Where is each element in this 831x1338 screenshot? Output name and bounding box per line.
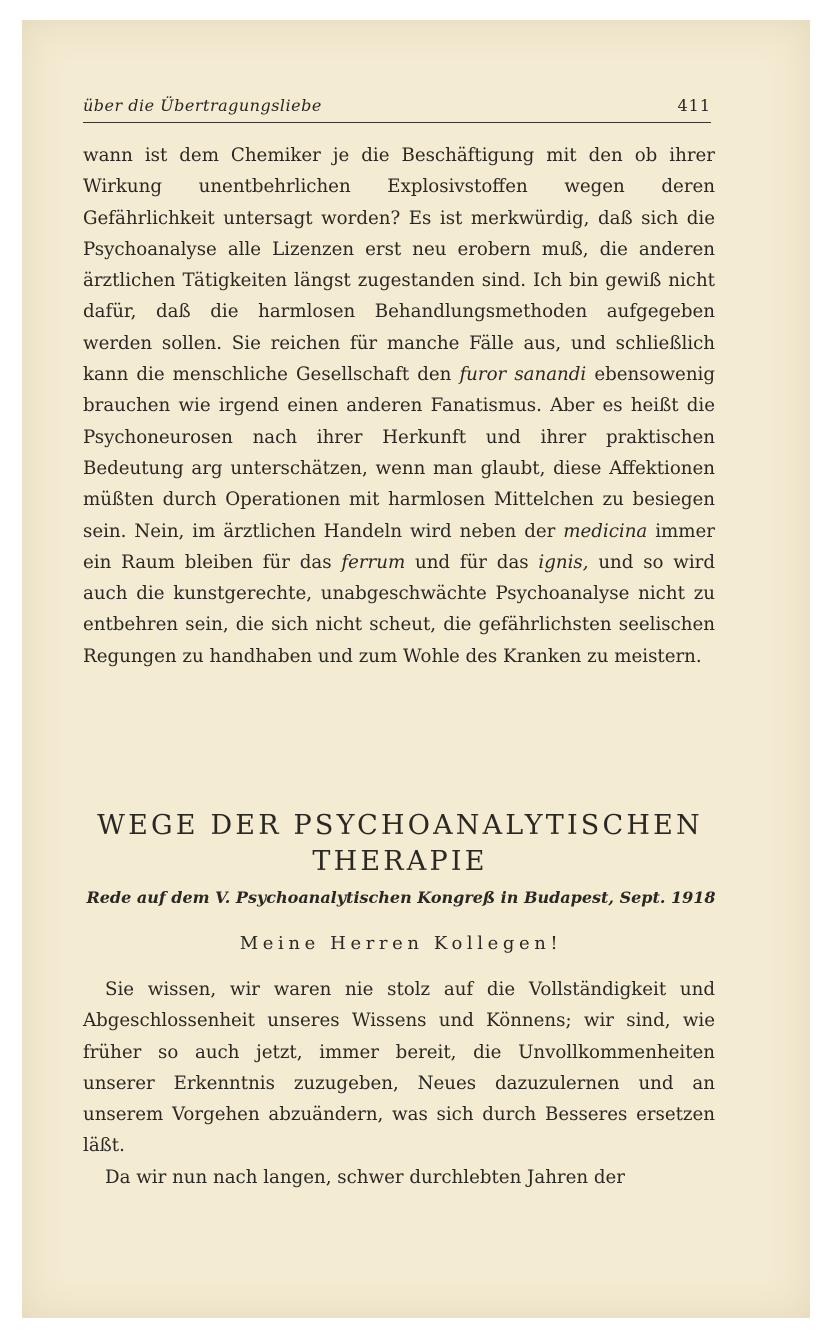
salutation: Meine Herren Kollegen! [239, 933, 563, 954]
speech-paragraph-1: Sie wissen, wir waren nie stolz auf die Vollständigkeit und Abgeschlossenheit unseres Wissens und Könnens; wir sind, wie früher so auch jetzt, immer bereit, die Unvollkommenheiten unserer Erkenntnis zuzugeben, Neues dazuzulernen und an unserem Vorgehen abzuändern, was sich durch Besseres ersetzen läßt. [83, 979, 715, 1157]
running-title: über die Übertragungsliebe [83, 96, 322, 115]
continuation-paragraph [83, 140, 715, 672]
italic-term-furor-sanandi: furor sanandi [459, 364, 587, 386]
speech-paragraph-2: Da wir nun nach langen, schwer durchlebten Jahren der [105, 1166, 625, 1188]
italic-term-ignis: ignis, [538, 551, 589, 573]
text-run: immer ein Raum bleiben für das [83, 520, 715, 573]
section-title-line-2: THERAPIE [312, 846, 488, 877]
italic-term-medicina: medicina [563, 520, 648, 542]
text-run: und so wird auch die kunstgerechte, unabgeschwächte Psychoanalyse nicht zu entbehren sein, die sich nicht scheut, die gefährlichsten seelischen Regungen zu handhaben und zum Wohle des Kranken zu meistern. [83, 551, 716, 667]
section-subtitle: Rede auf dem V. Psychoanalytischen Kongreß in Budapest, Sept. 1918 [86, 888, 716, 907]
section-title-line-1: WEGE DER PSYCHOANALYTISCHEN [97, 810, 703, 841]
text-run: und für das [405, 551, 539, 573]
page-header [83, 94, 711, 123]
text-run: wann ist dem Chemiker je die Beschäftigung mit den ob ihrer Wirkung unentbehrlichen Explosivstoffen wegen deren Gefährlichkeit untersagt worden? Es ist merkwürdig, daß sich die Psychoanalyse alle Lizenzen erst neu erobern muß, die anderen ärztlichen Tätigkeiten längst zugestanden sind. Ich bin gewiß nicht dafür, daß die harmlosen Behandlungsmethoden aufgegeben werden sollen. Sie reichen für manche Fälle aus, und schließlich kann die menschliche Gesellschaft den [83, 145, 715, 386]
speech-body [83, 974, 715, 1193]
text-run: ebensowenig brauchen wie irgend einen anderen Fanatismus. Aber es heißt die Psychoneurosen nach ihrer Herkunft und ihrer praktischen Bedeutung arg unterschätzen, wenn man glaubt, diese Affektionen müßten durch Operationen mit harmlosen Mittelchen zu besiegen sein. Nein, im ärztlichen Handeln wird neben der [83, 364, 715, 542]
continuation-text [83, 140, 715, 672]
page-number: 411 [677, 96, 711, 115]
section-title [80, 808, 720, 880]
italic-term-ferrum: ferrum [341, 551, 406, 573]
